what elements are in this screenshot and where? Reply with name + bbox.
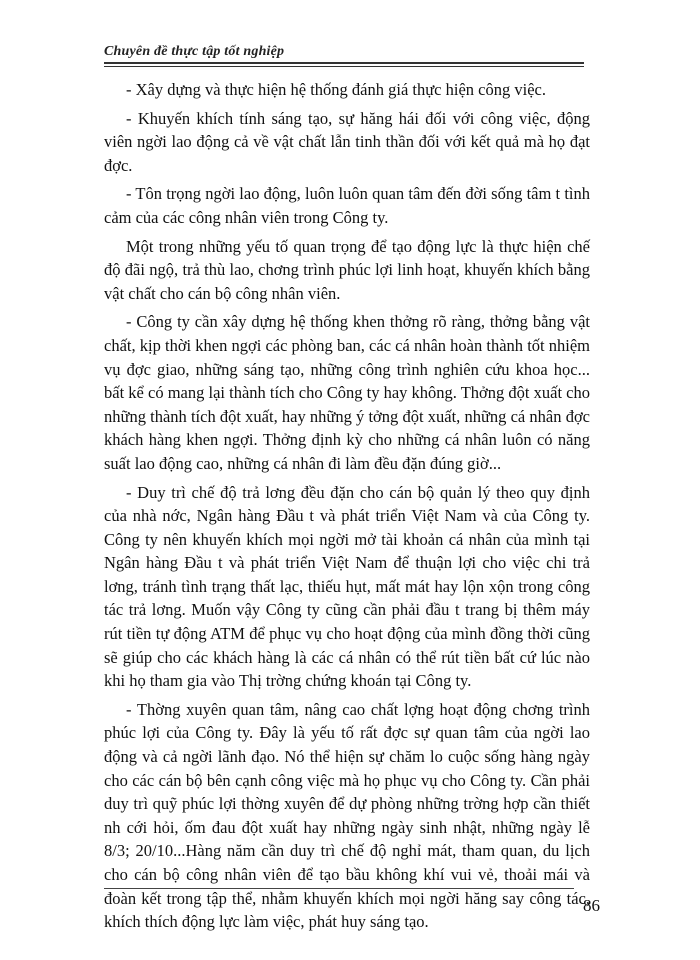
- footer-rule: [104, 888, 574, 889]
- paragraph-motivation-factors: Một trong những yếu tố quan trọng để tạo động lực là thực hiện chế độ đãi ngộ, trả thù lao, chơng trình phúc lợi linh hoạt, khuyến khích bằng vật chất cho cán bộ công nhân viên.: [104, 236, 590, 303]
- paragraph-salary-regime: - Duy trì chế độ trả lơng đều đặn cho cán bộ quản lý theo quy định của nhà nớc, Ngân hàng Đầu t và phát triển Việt Nam và của Công ty. Công ty nên khuyến khích mọi ngời mở tài khoản cá nhân của mình tại Ngân hàng Đầu t và phát triển Việt Nam để thuận lợi cho việc chi trả lơng, tránh tình trạng thất lạc, thiếu hụt, mất mát hay lộn xộn trong công tác trả lơng. Muốn vậy Công ty cũng cần phải đầu t trang bị thêm máy rút tiền tự động ATM để phục vụ cho hoạt động của mình đồng thời cũng sẽ giúp cho các khách hàng là các cá nhân có thể rút tiền bất cứ lúc nào khi họ tham gia vào Thị trờng chứng khoán tại Công ty.: [104, 482, 590, 691]
- paragraph-evaluation-system: - Xây dựng và thực hiện hệ thống đánh giá thực hiện công việc.: [126, 80, 546, 99]
- paragraph-respect-workers: - Tôn trọng ngời lao động, luôn luôn quan tâm đến đời sống tâm t tình cảm của các công nhân viên trong Công ty.: [104, 184, 590, 227]
- body-text: [104, 78, 590, 939]
- paragraph-reward-system: - Công ty cần xây dựng hệ thống khen thởng rõ ràng, thởng bằng vật chất, kịp thời khen ngợi các phòng ban, các cá nhân hoàn thành tốt nhiệm vụ đợc giao, những sáng tạo, những công trình nghiên cứu khoa học... bất kể có mang lại thành tích cho Công ty hay không. Thởng đột xuất cho những thành tích đột xuất, hay những ý tởng đột xuất, những cá nhân đợc khách hàng khen ngợi. Thởng định kỳ cho những cá nhân luôn có năng suất lao động cao, những cá nhân đi làm đều đặn đúng giờ...: [104, 312, 590, 473]
- page-number: 86: [583, 896, 600, 915]
- paragraph-encourage-creativity: - Khuyến khích tính sáng tạo, sự hăng hái đối với công việc, động viên ngời lao động cả về vật chất lẫn tinh thần đối với kết quả mà họ đạt đợc.: [104, 108, 590, 175]
- running-header: Chuyên đề thực tập tốt nghiệp: [104, 44, 285, 59]
- paragraph-welfare-program: - Thờng xuyên quan tâm, nâng cao chất lợng hoạt động chơng trình phúc lợi của Công ty. Đây là yếu tố rất đợc sự quan tâm của ngời lao động và cả ngời lãnh đạo. Nó thể hiện sự chăm lo cuộc sống hàng ngày cho các cán bộ bên cạnh công việc mà họ phục vụ cho Công ty. Cần phải duy trì quỹ phúc lợi thờng xuyên để dự phòng những trờng hợp cần thiết nh cới hỏi, ốm đau đột xuất hay những ngày sinh nhật, những ngày lễ 8/3; 20/10...Hàng năm cần duy trì chế độ nghỉ mát, tham quan, du lịch cho cán bộ công nhân viên để tạo bầu không khí vui vẻ, thoải mái và đoàn kết trong tập thể, nhằm khuyến khích mọi ngời hăng say công tác, khích thích động lực làm việc, phát huy sáng tạo.: [104, 699, 590, 932]
- header-rule: [104, 62, 584, 64]
- header-rule-thin: [104, 66, 584, 67]
